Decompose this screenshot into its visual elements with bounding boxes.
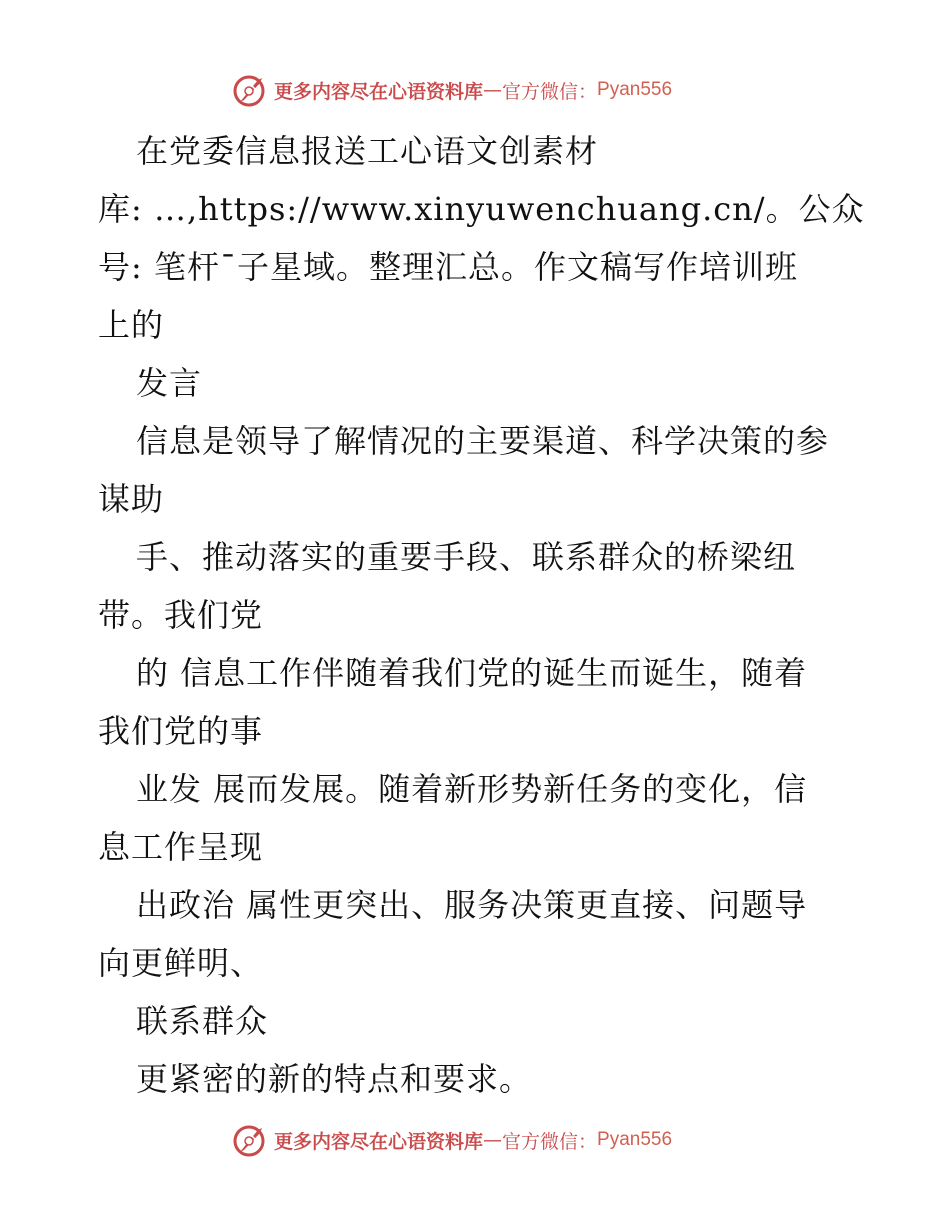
text-line: 联系群众: [136, 1002, 269, 1040]
text-line: 手、推动落实的重要手段、联系群众的桥梁纽: [136, 538, 797, 576]
watermark-separator: —: [483, 1129, 503, 1151]
watermark-separator: —: [483, 79, 503, 101]
watermark-wechat-id: Pyan556: [597, 1129, 673, 1150]
footer-watermark: [232, 1122, 672, 1158]
text-line: 信息是领导了解情况的主要渠道、科学决策的参: [136, 422, 830, 460]
text-line: 更紧密的新的特点和要求。: [136, 1060, 533, 1098]
text-line: 带。我们党: [98, 596, 264, 634]
watermark-slogan: 更多内容尽在心语资料库: [274, 1130, 484, 1153]
watermark-wechat-label: 官方微信：: [502, 80, 598, 103]
header-watermark: [232, 72, 672, 108]
text-line: 息工作呈现: [98, 828, 264, 866]
text-line: 发言: [136, 364, 203, 402]
watermark-wechat-id: Pyan556: [597, 79, 673, 100]
text-line: 我们党的事: [98, 712, 264, 750]
quill-pen-logo-icon: [232, 72, 268, 108]
watermark-slogan: 更多内容尽在心语资料库: [274, 80, 484, 103]
document-body: [98, 122, 868, 1108]
text-line: 谋助: [98, 480, 165, 518]
watermark-wechat-label: 官方微信：: [502, 1130, 598, 1153]
text-line: 号: 笔杆¯子星域。整理汇总。作文稿写作培训班: [98, 248, 798, 286]
text-line: 业发 展而发展。随着新形势新任务的变化，信: [136, 770, 808, 808]
text-line: 向更鲜明、: [98, 944, 264, 982]
text-line: 上的: [98, 306, 165, 344]
text-line: 的 信息工作伴随着我们党的诞生而诞生，随着: [136, 654, 808, 692]
text-line: 库: …,https://www.xinyuwenchuang.cn/。公众: [98, 190, 865, 228]
quill-pen-logo-icon: [232, 1122, 268, 1158]
text-line: 出政治 属性更突出、服务决策更直接、问题导: [136, 886, 808, 924]
text-line: 在党委信息报送工心语文创素材: [136, 132, 599, 170]
